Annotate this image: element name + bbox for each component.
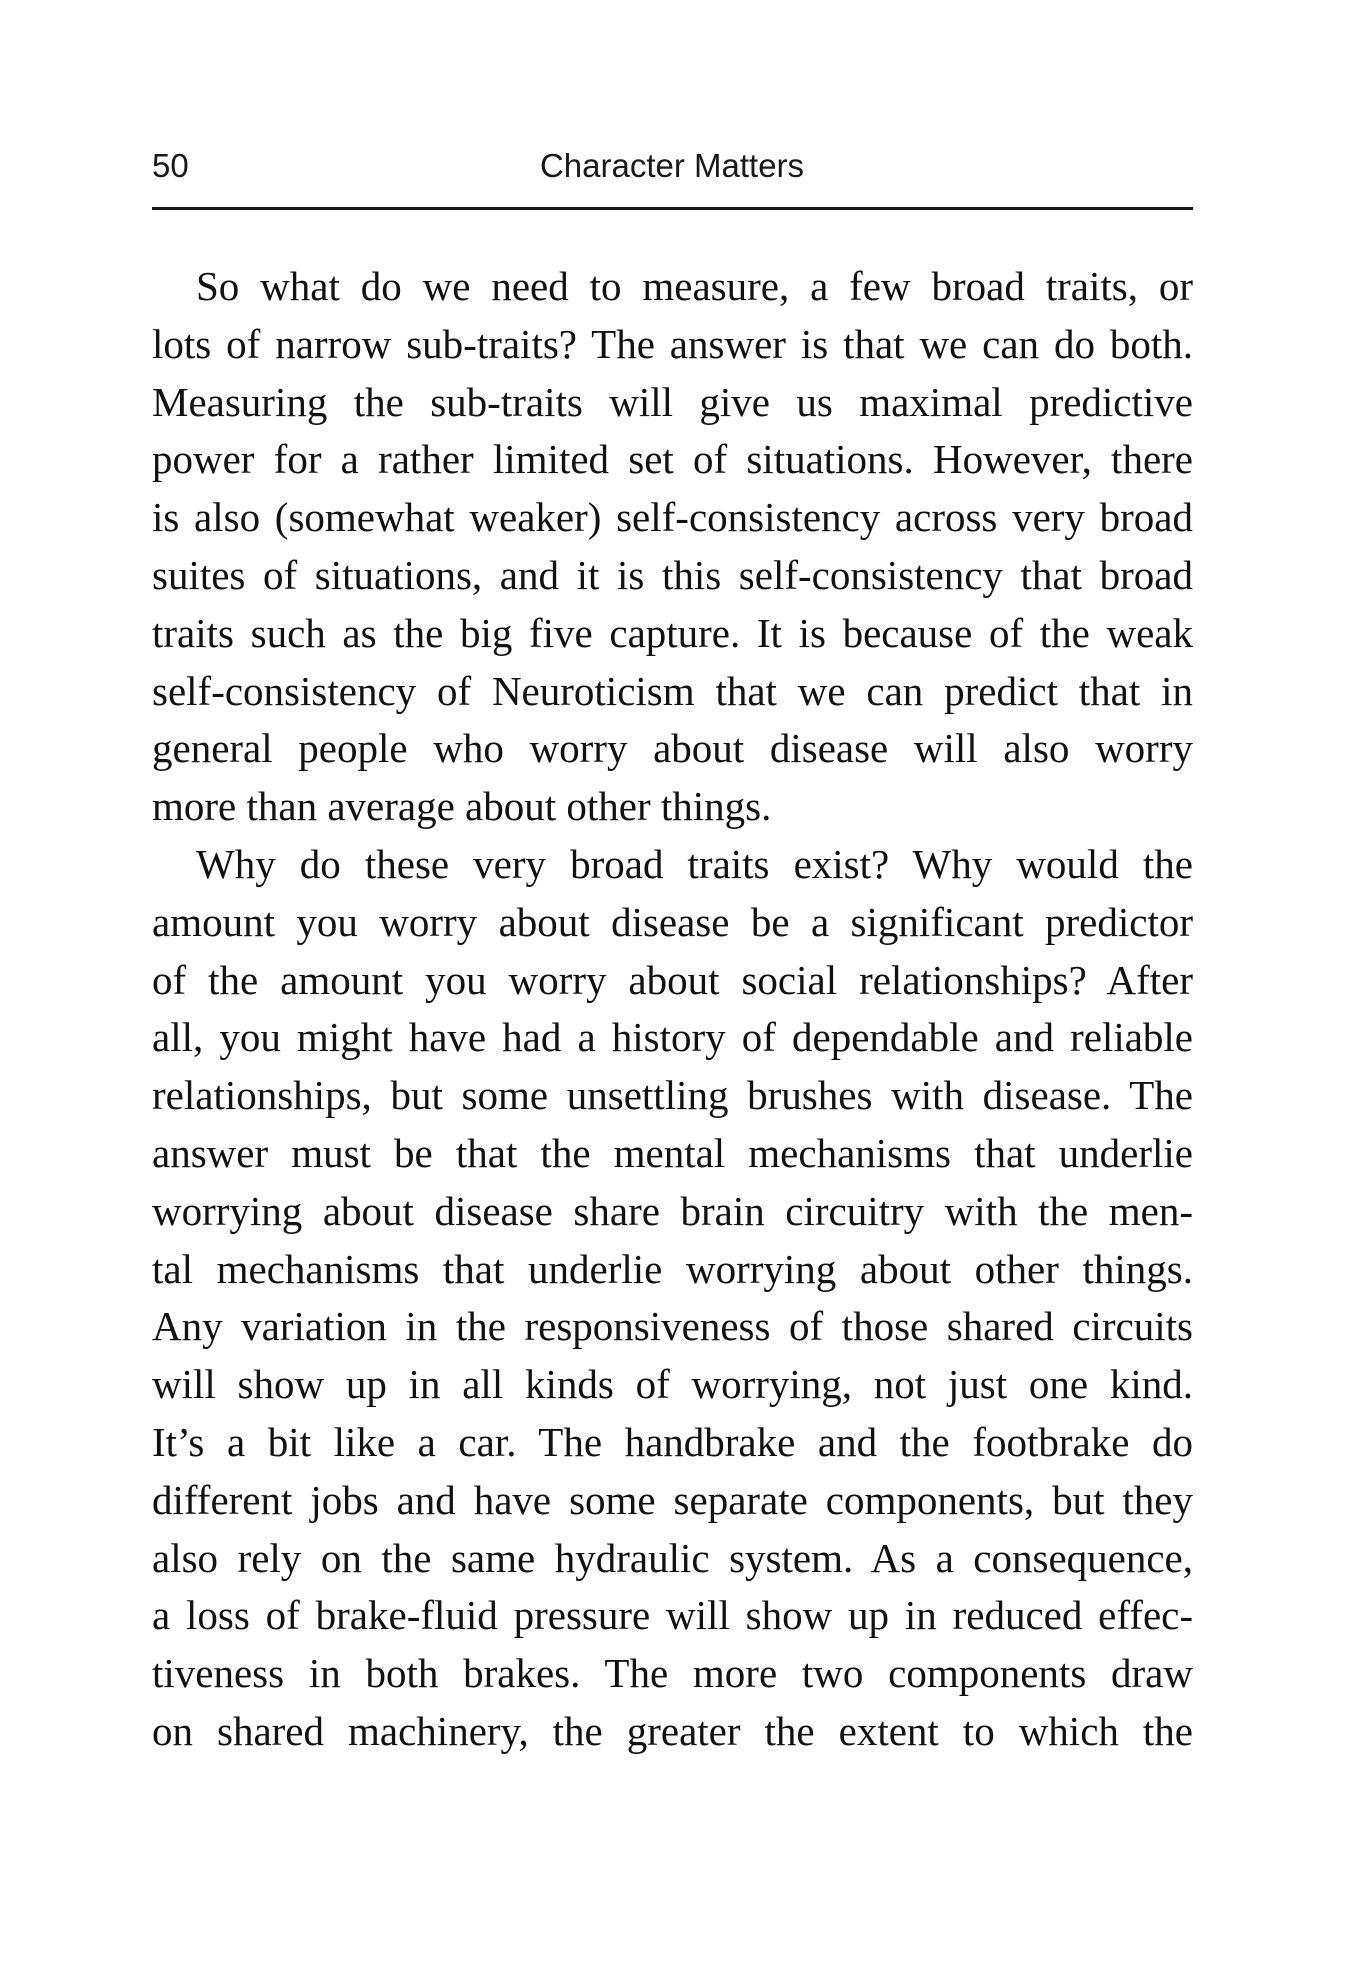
text-line: more than average about other things. [152,783,772,830]
text-line: suites of situations, and it is this self-consistency that broad [152,551,1193,598]
text-line: a loss of brake-fluid pressure will show up in reduced effec- [152,1592,1193,1639]
text-line: will show up in all kinds of worrying, not just one kind. [152,1361,1193,1408]
page-number: 50 [152,147,189,184]
paragraph-1 [152,258,1193,836]
text-line: power for a rather limited set of situations. However, there [152,436,1193,483]
text-line: Why do these very broad traits exist? Why would the [196,840,1193,887]
text-line: answer must be that the mental mechanisms that underlie [152,1129,1193,1176]
text-line: tal mechanisms that underlie worrying about other things. [152,1245,1193,1292]
text-line: Measuring the sub-traits will give us maximal predictive [152,378,1193,425]
body-text [152,258,1193,1761]
text-line: So what do we need to measure, a few broad traits, or [196,263,1193,309]
paragraph-2 [152,836,1193,1761]
text-line: relationships, but some unsettling brushes with disease. The [152,1072,1193,1119]
text-line: It’s a bit like a car. The handbrake and the footbrake do [152,1418,1193,1465]
text-line: amount you worry about disease be a significant predictor [152,898,1193,945]
text-line: traits such as the big five capture. It is because of the weak [152,609,1193,656]
text-line: on shared machinery, the greater the extent to which the [152,1707,1193,1754]
text-line: Any variation in the responsiveness of those shared circuits [152,1303,1193,1350]
text-line: different jobs and have some separate components, but they [152,1476,1193,1523]
text-line: lots of narrow sub-traits? The answer is that we can do both. [152,320,1193,367]
text-line: self-consistency of Neuroticism that we can predict that in [152,667,1193,714]
running-head [152,140,1192,200]
running-title: Character Matters [539,147,805,184]
text-line: of the amount you worry about social relationships? After [152,956,1193,1003]
text-line: is also (somewhat weaker) self-consistency across very broad [152,494,1193,541]
text-line: all, you might have had a history of dependable and reliable [152,1014,1193,1061]
text-line: worrying about disease share brain circuitry with the men- [152,1187,1193,1234]
header-rule [152,207,1193,210]
text-line: general people who worry about disease will also worry [152,725,1193,772]
text-line: also rely on the same hydraulic system. As a consequence, [152,1534,1193,1581]
text-line: tiveness in both brakes. The more two components draw [152,1650,1193,1697]
